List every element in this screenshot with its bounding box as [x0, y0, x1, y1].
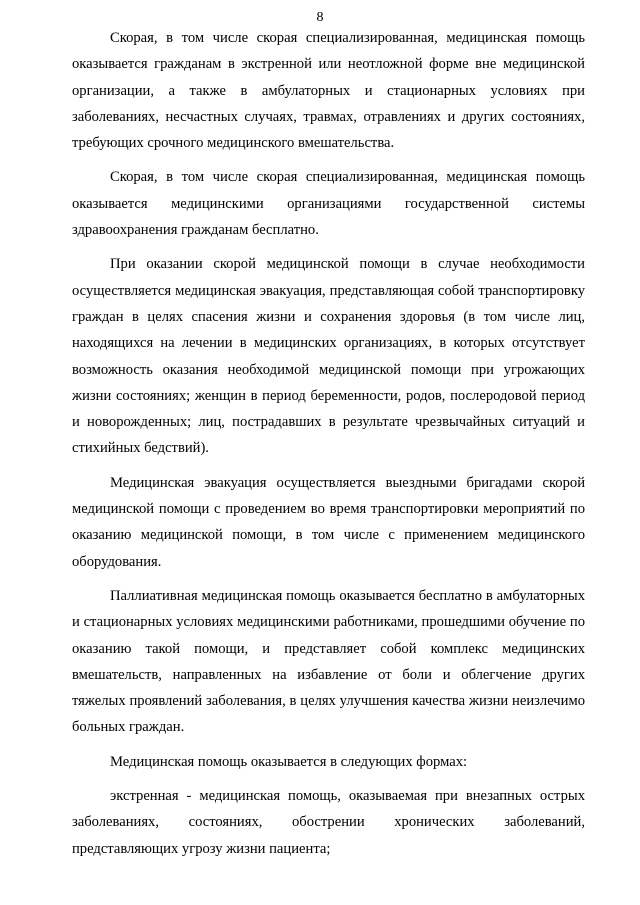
paragraph-ambulance-care: Скорая, в том числе скорая специализированная, медицинская помощь оказывается гражданам в экстренной или неотложной форме вне медицинской организации, а также в амбулаторных и стационарных условиях при заболеваниях, несчастных случаях, травмах, отравлениях и других состояниях, требующих срочного медицинского вмешательства.: [72, 30, 585, 152]
page-number: 8: [316, 10, 324, 25]
document-body: [72, 25, 585, 870]
paragraph-care-forms: Медицинская помощь оказывается в следующих формах:: [110, 753, 468, 770]
paragraph-palliative-care: Паллиативная медицинская помощь оказывается бесплатно в амбулаторных и стационарных условиях медицинскими работниками, прошедшими обучение по оказанию такой помощи, и представляет собой комплекс медицинских вмешательств, направленных на избавление от боли и облегчение других тяжелых проявлений заболевания, в целях улучшения качества жизни неизлечимо больных граждан.: [72, 587, 585, 736]
paragraph-free-ambulance-care: Скорая, в том числе скорая специализированная, медицинская помощь оказывается медицинскими организациями государственной системы здравоохранения гражданам бесплатно.: [72, 169, 585, 239]
paragraph-evacuation-teams: Медицинская эвакуация осуществляется выездными бригадами скорой медицинской помощи с проведением во время транспортировки мероприятий по оказанию медицинской помощи, в том числе с применением медицинского оборудования.: [72, 474, 585, 570]
paragraph-emergency-form: экстренная - медицинская помощь, оказываемая при внезапных острых заболеваниях, состояниях, обострении хронических заболеваний, представляющих угрозу жизни пациента;: [72, 788, 585, 857]
paragraph-medical-evacuation: При оказании скорой медицинской помощи в случае необходимости осуществляется медицинская эвакуация, представляющая собой транспортировку граждан в целях спасения жизни и сохранения здоровья (в том числе лиц, находящихся на лечении в медицинских организациях, в которых отсутствует возможность оказания необходимой медицинской помощи при угрожающих жизни состояниях; женщин в период беременности, родов, послеродовой период и новорожденных; лиц, пострадавших в результате чрезвычайных ситуаций и стихийных бедствий).: [72, 256, 585, 457]
